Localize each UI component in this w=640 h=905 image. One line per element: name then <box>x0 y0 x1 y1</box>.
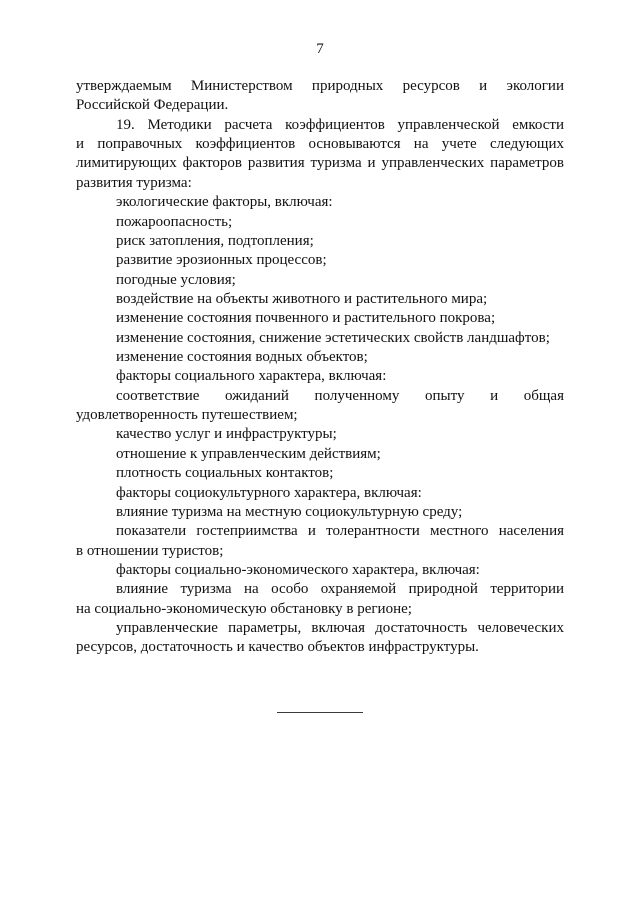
text-line: развития туризма: <box>76 174 192 191</box>
text-line: лимитирующих факторов развития туризма и управленческих параметров <box>76 155 564 172</box>
text-line: влияние туризма на местную социокультурную среду; <box>116 503 463 520</box>
text-line: изменение состояния почвенного и растительного покрова; <box>116 310 496 327</box>
text-line: факторы социального характера, включая: <box>116 368 387 385</box>
text-line: изменение состояния водных объектов; <box>116 349 368 366</box>
list-item-fire-hazard <box>76 213 564 232</box>
list-item-soil-vegetation-cover <box>76 309 564 328</box>
text-line: на социально-экономическую обстановку в регионе; <box>76 600 412 617</box>
list-item-landscape-aesthetics <box>76 329 564 348</box>
list-item-wildlife-impact <box>76 290 564 309</box>
text-line: управленческие параметры, включая достаточность человеческих <box>116 620 564 637</box>
list-item-management-attitude <box>76 445 564 464</box>
text-line: Российской Федерации. <box>76 97 229 114</box>
list-item-erosion <box>76 251 564 270</box>
text-line: факторы социокультурного характера, включая: <box>116 484 422 501</box>
text-line: отношение к управленческим действиям; <box>116 445 381 462</box>
text-line: удовлетворенность путешествием; <box>76 407 298 424</box>
list-item-sociocultural-impact <box>76 503 564 522</box>
text-line: воздействие на объекты животного и растительного мира; <box>116 290 488 307</box>
text-line: погодные условия; <box>116 271 236 288</box>
list-item-water-bodies <box>76 348 564 367</box>
text-line: изменение состояния, снижение эстетических свойств ландшафтов; <box>116 329 550 346</box>
list-item-service-quality <box>76 425 564 444</box>
text-line: показатели гостеприимства и толерантности местного населения <box>116 523 564 540</box>
paragraph-continuation <box>76 77 564 116</box>
text-line: соответствие ожиданий полученному опыту и общая <box>116 387 564 404</box>
text-line: 19. Методики расчета коэффициентов управленческой емкости <box>116 116 564 133</box>
list-heading-socioeconomic-factors <box>76 561 564 580</box>
end-of-text-divider <box>277 712 363 713</box>
list-item-management-parameters <box>76 619 564 658</box>
text-line: и поправочных коэффициентов основываются на учете следующих <box>76 136 564 153</box>
text-line: плотность социальных контактов; <box>116 465 334 482</box>
text-line: пожароопасность; <box>116 213 233 230</box>
list-heading-social-factors <box>76 367 564 386</box>
list-item-hospitality-tolerance <box>76 522 564 561</box>
list-item-social-contact-density <box>76 464 564 483</box>
text-line: качество услуг и инфраструктуры; <box>116 426 337 443</box>
document-body <box>76 77 564 658</box>
text-line: риск затопления, подтопления; <box>116 232 314 249</box>
text-line: экологические факторы, включая: <box>116 194 333 211</box>
text-line: ресурсов, достаточность и качество объектов инфраструктуры. <box>76 639 479 656</box>
list-item-expectations-satisfaction <box>76 387 564 426</box>
list-item-weather <box>76 271 564 290</box>
list-heading-ecological-factors <box>76 193 564 212</box>
paragraph-clause-19 <box>76 116 564 193</box>
text-line: развитие эрозионных процессов; <box>116 252 327 269</box>
text-line: утверждаемым Министерством природных ресурсов и экологии <box>76 78 564 94</box>
list-item-flood-risk <box>76 232 564 251</box>
page-number: 7 <box>316 41 324 57</box>
text-line: влияние туризма на особо охраняемой природной территории <box>116 581 564 598</box>
list-heading-sociocultural-factors <box>76 484 564 503</box>
list-item-socioeconomic-impact <box>76 580 564 619</box>
text-line: факторы социально-экономического характера, включая: <box>116 561 480 578</box>
text-line: в отношении туристов; <box>76 542 224 559</box>
